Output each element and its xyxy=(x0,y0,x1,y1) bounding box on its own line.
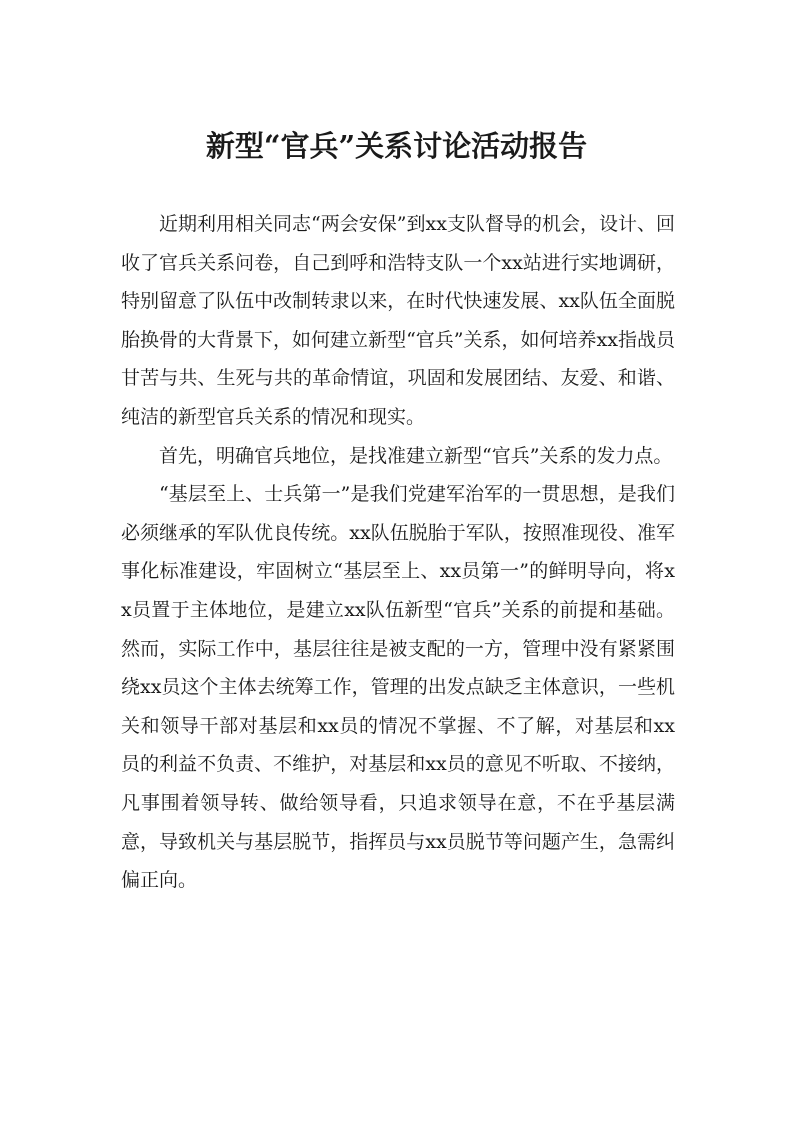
paragraph-intro: 近期利用相关同志“两会安保”到xx支队督导的机会，设计、回收了官兵关系问卷，自己到呼和浩特支队一个xx站进行实地调研，特别留意了队伍中改制转隶以来，在时代快速发展、xx队伍全面脱胎换骨的大背景下，如何建立新型“官兵”关系，如何培养xx指战员甘苦与共、生死与共的革命情谊，巩固和发展团结、友爱、和谐、纯洁的新型官兵关系的情况和现实。 xyxy=(121,213,675,428)
paragraph-grassroots: “基层至上、士兵第一”是我们党建军治军的一贯思想，是我们必须继承的军队优良传统。xx队伍脱胎于军队，按照准现役、准军事化标准建设，牢固树立“基层至上、xx员第一”的鲜明导向，将xx员置于主体地位，是建立xx队伍新型“官兵”关系的前提和基础。然而，实际工作中，基层往往是被支配的一方，管理中没有紧紧围绕xx员这个主体去统筹工作，管理的出发点缺乏主体意识，一些机关和领导干部对基层和xx员的情况不掌握、不了解，对基层和xx员的利益不负责、不维护，对基层和xx员的意见不听取、不接纳，凡事围着领导转、做给领导看，只追求领导在意，不在乎基层满意，导致机关与基层脱节，指挥员与xx员脱节等问题产生，急需纠偏正向。 xyxy=(121,483,675,892)
paragraph-first-point: 首先，明确官兵地位，是找准建立新型“官兵”关系的发力点。 xyxy=(159,444,673,467)
document-title: 新型“官兵”关系讨论活动报告 xyxy=(205,129,588,163)
document-body xyxy=(121,205,675,900)
